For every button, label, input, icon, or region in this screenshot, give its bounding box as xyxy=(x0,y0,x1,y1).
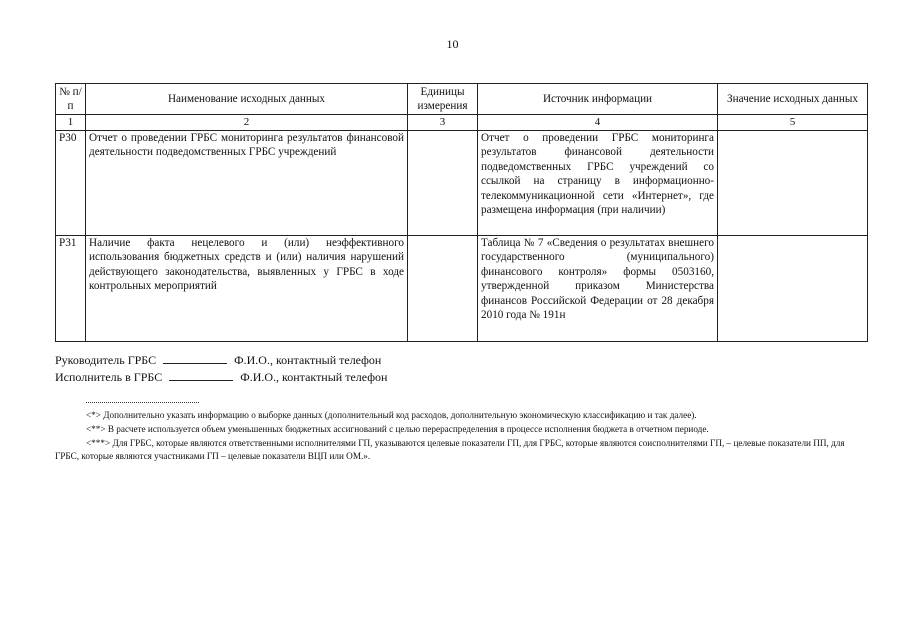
column-number: 5 xyxy=(718,115,868,131)
row-name: Отчет о проведении ГРБС мониторинга результатов финансовой деятельности подведомственных ГРБС учреждений xyxy=(86,130,408,235)
table-header-row xyxy=(56,84,868,115)
executor-label: Исполнитель в ГРБС xyxy=(55,370,163,384)
signature-blank xyxy=(169,369,233,381)
head-contact: Ф.И.О., контактный телефон xyxy=(234,353,382,367)
source-data-table xyxy=(55,83,868,342)
row-value xyxy=(718,235,868,341)
table-row xyxy=(56,235,868,341)
row-unit xyxy=(408,130,478,235)
executor-signature-line xyxy=(55,369,387,386)
executor-contact: Ф.И.О., контактный телефон xyxy=(240,370,388,384)
row-code: Р30 xyxy=(56,130,86,235)
head-label: Руководитель ГРБС xyxy=(55,353,157,367)
row-value xyxy=(718,130,868,235)
column-number-row xyxy=(56,115,868,131)
row-name: Наличие факта нецелевого и (или) неэффективного использования бюджетных средств и (или) наличия нарушений действующего законодательства, выявленных у ГРБС в ходе контрольных мероприятий xyxy=(86,235,408,341)
footnote: <***> Для ГРБС, которые являются ответственными исполнителями ГП, указываются целевые показатели ГП, для ГРБС, которые являются соисполнителями ГП, – целевые показатели ПП, для ГРБС, которые являются участниками ГП – целевые показатели ВЦП или ОМ.». xyxy=(55,437,845,462)
column-number: 3 xyxy=(408,115,478,131)
footnotes xyxy=(55,409,867,464)
column-number: 1 xyxy=(56,115,86,131)
header-value: Значение исходных данных xyxy=(718,84,868,115)
row-code: Р31 xyxy=(56,235,86,341)
table-row xyxy=(56,130,868,235)
row-unit xyxy=(408,235,478,341)
header-name: Наименование исходных данных xyxy=(86,84,408,115)
column-number: 2 xyxy=(86,115,408,131)
footnote-separator xyxy=(86,402,199,403)
row-source: Таблица № 7 «Сведения о результатах внешнего государственного (муниципального) финансового контроля» формы 0503160, утвержденной приказом Министерства финансов Российской Федерации от 28 декабря 2010 года № 191н xyxy=(478,235,718,341)
head-signature-line xyxy=(55,352,387,369)
signature-block xyxy=(55,352,387,386)
signature-blank xyxy=(163,352,227,364)
header-unit: Единицы измерения xyxy=(408,84,478,115)
column-number: 4 xyxy=(478,115,718,131)
header-number: № п/п xyxy=(56,84,86,115)
page-number: 10 xyxy=(446,37,459,51)
footnote: <*> Дополнительно указать информацию о выборке данных (дополнительный код расходов, дополнительную экономическую классификацию и так далее). xyxy=(86,410,697,420)
row-source: Отчет о проведении ГРБС мониторинга результатов финансовой деятельности подведомственных ГРБС учреждений со ссылкой на страницу в информационно-телекоммуникационной сети «Интернет», где размещена информация (при наличии) xyxy=(478,130,718,235)
header-source: Источник информации xyxy=(478,84,718,115)
footnote: <**> В расчете используется объем уменьшенных бюджетных ассигнований с целью перераспределения в процессе исполнения бюджета в отчетном периоде. xyxy=(86,423,709,434)
